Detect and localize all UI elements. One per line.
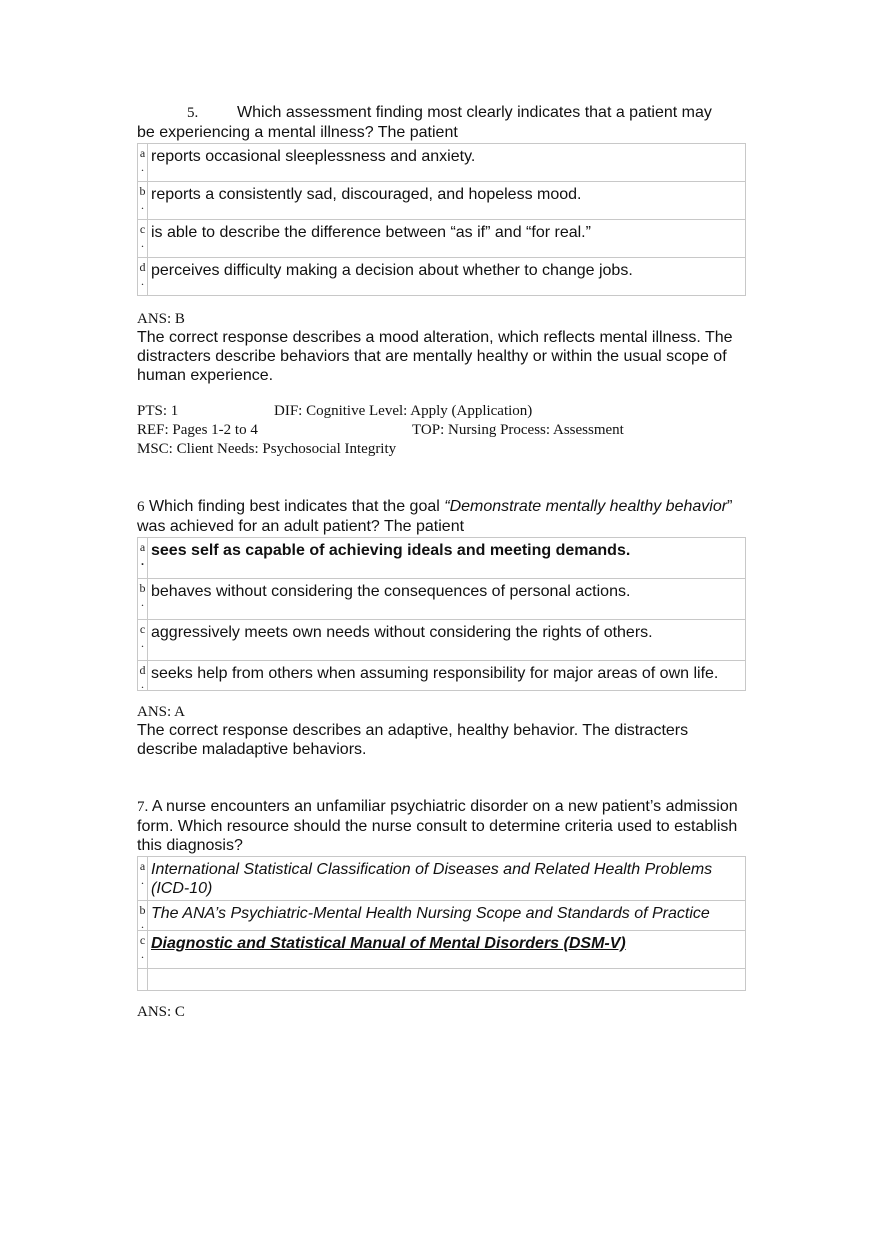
option-letter: b <box>139 184 146 198</box>
answer-label: ANS: B <box>137 311 185 327</box>
option-d[interactable]: d . perceives difficulty making a decision about whether to change jobs. <box>138 258 746 296</box>
option-letter: d <box>139 663 146 677</box>
option-text: reports occasional sleeplessness and anxiety. <box>148 144 746 182</box>
option-text: seeks help from others when assuming responsibility for major areas of own life. <box>148 661 746 691</box>
option-text: International Statistical Classification of Diseases and Related Health Problems (ICD-10) <box>148 857 746 901</box>
goal-quote: “Demonstrate mentally healthy behavior <box>444 498 728 515</box>
option-b[interactable]: b . reports a consistently sad, discouraged, and hopeless mood. <box>138 182 746 220</box>
question-7 <box>137 797 747 1021</box>
reference: REF: Pages 1-2 to 4 <box>137 422 258 438</box>
option-letter: d <box>139 260 146 274</box>
question-metadata <box>137 402 747 459</box>
question-number: 7. <box>137 799 149 815</box>
option-empty-row <box>138 969 746 991</box>
question-number: 6 <box>137 499 145 515</box>
option-text: aggressively meets own needs without considering the rights of others. <box>148 620 746 661</box>
option-text: The ANA’s Psychiatric-Mental Health Nursing Scope and Standards of Practice <box>148 901 746 931</box>
points: PTS: 1 <box>137 403 179 419</box>
question-stem-line2: be experiencing a mental illness? The patient <box>137 124 458 141</box>
option-text: behaves without considering the consequences of personal actions. <box>148 579 746 620</box>
option-a[interactable]: a . sees self as capable of achieving ideals and meeting demands. <box>138 538 746 579</box>
option-b[interactable]: b . The ANA’s Psychiatric-Mental Health Nursing Scope and Standards of Practice <box>138 901 746 931</box>
options-table <box>137 537 746 691</box>
option-letter: a <box>139 859 146 873</box>
answer-label: ANS: C <box>137 1004 185 1020</box>
option-text: sees self as capable of achieving ideals and meeting demands. <box>148 538 746 579</box>
option-letter: c <box>139 222 146 236</box>
option-letter: b <box>139 581 146 595</box>
option-a[interactable]: a . International Statistical Classification of Diseases and Related Health Problems (ICD-10) <box>138 857 746 901</box>
option-text: perceives difficulty making a decision about whether to change jobs. <box>148 258 746 296</box>
option-c[interactable]: c . aggressively meets own needs without considering the rights of others. <box>138 620 746 661</box>
question-5-stem <box>137 103 747 142</box>
topic: TOP: Nursing Process: Assessment <box>412 422 624 438</box>
question-number: 5. <box>187 105 199 121</box>
option-text: is able to describe the difference between “as if” and “for real.” <box>148 220 746 258</box>
option-d[interactable]: d . seeks help from others when assuming responsibility for major areas of own life. <box>138 661 746 691</box>
option-letter: a <box>139 540 146 554</box>
option-letter: b <box>139 903 146 917</box>
option-letter: c <box>139 933 146 947</box>
options-table <box>137 143 746 296</box>
question-5 <box>137 103 747 459</box>
rationale: The correct response describes a mood alteration, which reflects mental illness. The distracters describe behaviors that are mentally healthy or within the usual scope of human experience. <box>137 329 733 384</box>
option-letter: c <box>139 622 146 636</box>
options-table <box>137 856 746 991</box>
answer-label: ANS: A <box>137 704 185 720</box>
option-a[interactable]: a . reports occasional sleeplessness and anxiety. <box>138 144 746 182</box>
client-needs: MSC: Client Needs: Psychosocial Integrity <box>137 441 397 457</box>
question-6 <box>137 497 747 759</box>
option-letter: a <box>139 146 146 160</box>
question-6-stem: 6 Which finding best indicates that the goal “Demonstrate mentally healthy behavior” was achieved for an adult patient? The patient <box>137 498 733 535</box>
option-text: Diagnostic and Statistical Manual of Mental Disorders (DSM-V) <box>148 931 746 969</box>
option-c[interactable]: c . Diagnostic and Statistical Manual of Mental Disorders (DSM-V) <box>138 931 746 969</box>
question-7-stem: 7. A nurse encounters an unfamiliar psychiatric disorder on a new patient’s admission form. Which resource should the nurse consult to determine criteria used to establish this diagnosis? <box>137 798 738 854</box>
option-text: reports a consistently sad, discouraged, and hopeless mood. <box>148 182 746 220</box>
difficulty: DIF: Cognitive Level: Apply (Application) <box>274 403 533 419</box>
question-stem-line1: Which assessment finding most clearly indicates that a patient may <box>237 104 712 121</box>
rationale: The correct response describes an adaptive, healthy behavior. The distracters describe maladaptive behaviors. <box>137 722 689 758</box>
document-page <box>137 103 747 1021</box>
option-c[interactable]: c . is able to describe the difference between “as if” and “for real.” <box>138 220 746 258</box>
option-b[interactable]: b . behaves without considering the consequences of personal actions. <box>138 579 746 620</box>
